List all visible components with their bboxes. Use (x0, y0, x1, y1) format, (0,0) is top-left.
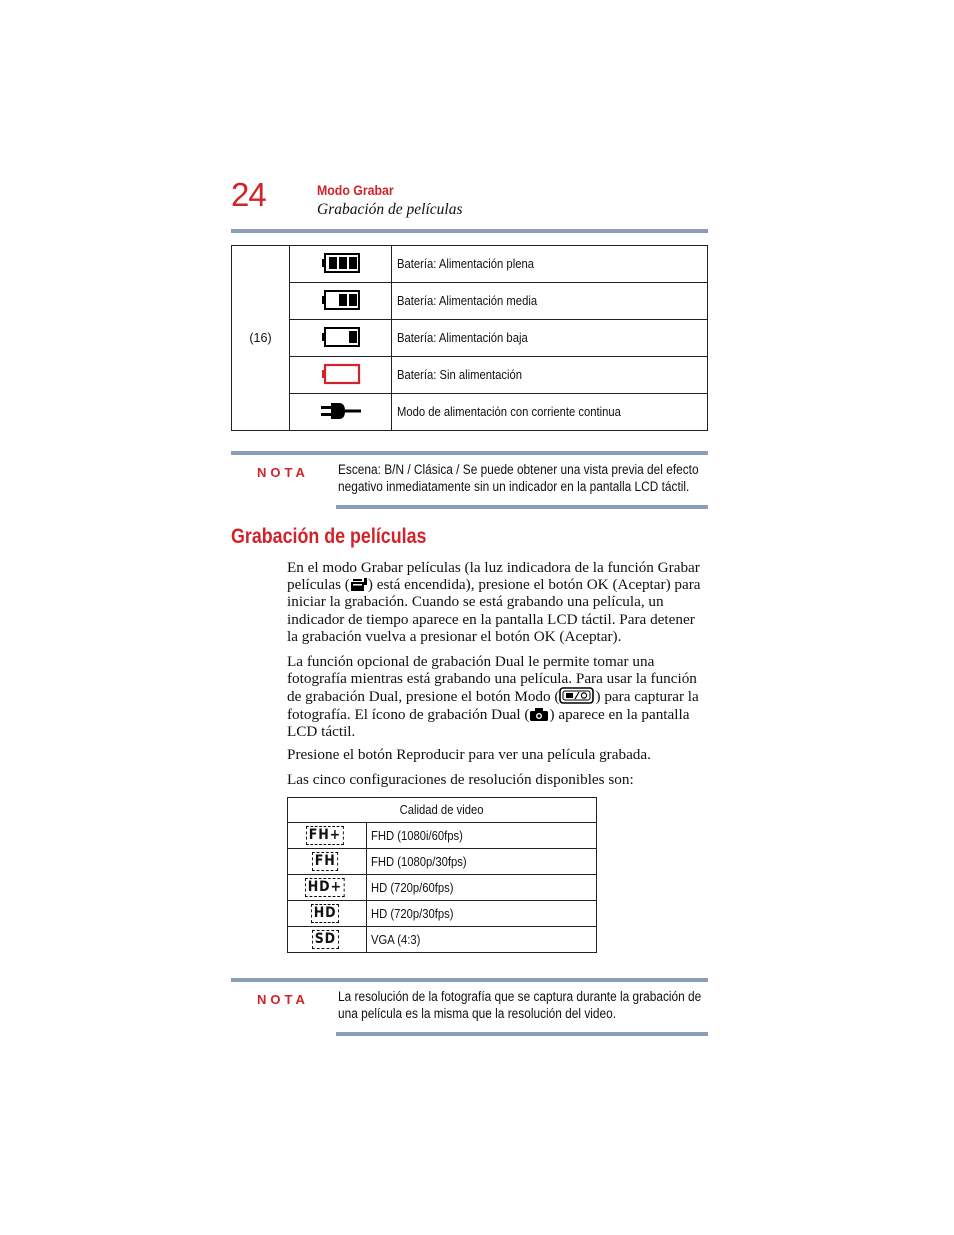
dual-record-camera-icon (529, 707, 549, 722)
battery-full-icon (321, 251, 361, 275)
chapter-title: Modo Grabar (317, 182, 394, 198)
dc-power-plug-icon (319, 399, 363, 423)
section-title: Grabación de películas (317, 201, 463, 218)
battery-empty-icon (321, 362, 361, 386)
battery-medium-icon (321, 288, 361, 312)
paragraph-resolutions: Las cinco configuraciones de resolución disponibles son: (287, 771, 634, 788)
paragraph-dual: La función opcional de grabación Dual le permite tomar una fotografía mientras está grabando una película. Para usar la función de grabación Dual, presione el botón Modo ( ) para capturar la fotografía. El ícono de grabación Dual ( ) aparece en la pantalla LCD táctil. (287, 653, 699, 740)
resolution-label: VGA (4:3) (371, 932, 421, 947)
movie-record-icon (350, 577, 368, 592)
table-row (288, 901, 597, 927)
note-bottom-rule (336, 1032, 708, 1036)
table-row (288, 875, 597, 901)
battery-medium-label: Batería: Alimentación media (397, 294, 538, 308)
sd-icon: SD (312, 930, 339, 949)
note-label: NOTA (257, 992, 309, 1007)
note-top-rule (231, 451, 708, 455)
hd-plus-icon: HD+ (305, 878, 345, 897)
table-header: Calidad de video (400, 803, 484, 817)
table-row (232, 246, 708, 283)
page-number: 24 (231, 176, 266, 213)
hd-icon: HD (311, 904, 339, 923)
note-text: Escena: B/N / Clásica / Se puede obtener una vista previa del efecto negativo inmediatamente sin un indicador en la pantalla LCD táctil. (338, 462, 699, 494)
table-row (288, 927, 597, 953)
note-bottom-rule (336, 505, 708, 509)
table-header-row (288, 798, 597, 823)
battery-low-label: Batería: Alimentación baja (397, 331, 528, 345)
table-row (232, 394, 708, 431)
resolution-label: FHD (1080i/60fps) (371, 828, 463, 843)
fhd-plus-icon: FH+ (306, 826, 344, 845)
mode-button-icon (559, 687, 595, 704)
resolution-label: FHD (1080p/30fps) (371, 854, 467, 869)
note-top-rule (231, 978, 708, 982)
battery-full-label: Batería: Alimentación plena (397, 257, 534, 271)
paragraph-recording: En el modo Grabar películas (la luz indicadora de la función Grabar películas ( ) está encendida), presione el botón OK (Aceptar) para iniciar la grabación. Cuando se está grabando una película, un indicador de tiempo aparece en la pantalla LCD táctil. Para detener la grabación vuelva a presionar el botón OK (Aceptar). (287, 559, 701, 645)
battery-status-table (231, 245, 708, 431)
table-row (232, 320, 708, 357)
table-row (232, 283, 708, 320)
note-label: NOTA (257, 465, 309, 480)
fhd-icon: FH (312, 852, 338, 871)
table-row (288, 849, 597, 875)
section-heading: Grabación de películas (231, 525, 427, 548)
header-rule (231, 229, 708, 233)
table-index-label: (16) (232, 246, 290, 431)
table-row (288, 823, 597, 849)
resolution-label: HD (720p/30fps) (371, 906, 454, 921)
battery-empty-label: Batería: Sin alimentación (397, 368, 523, 382)
resolution-label: HD (720p/60fps) (371, 880, 454, 895)
dc-power-label: Modo de alimentación con corriente continua (397, 405, 621, 419)
video-quality-table (287, 797, 597, 953)
table-row (232, 357, 708, 394)
paragraph-playback: Presione el botón Reproducir para ver una película grabada. (287, 746, 651, 763)
battery-low-icon (321, 325, 361, 349)
note-text: La resolución de la fotografía que se captura durante la grabación de una película es la misma que la resolución del video. (338, 989, 702, 1021)
